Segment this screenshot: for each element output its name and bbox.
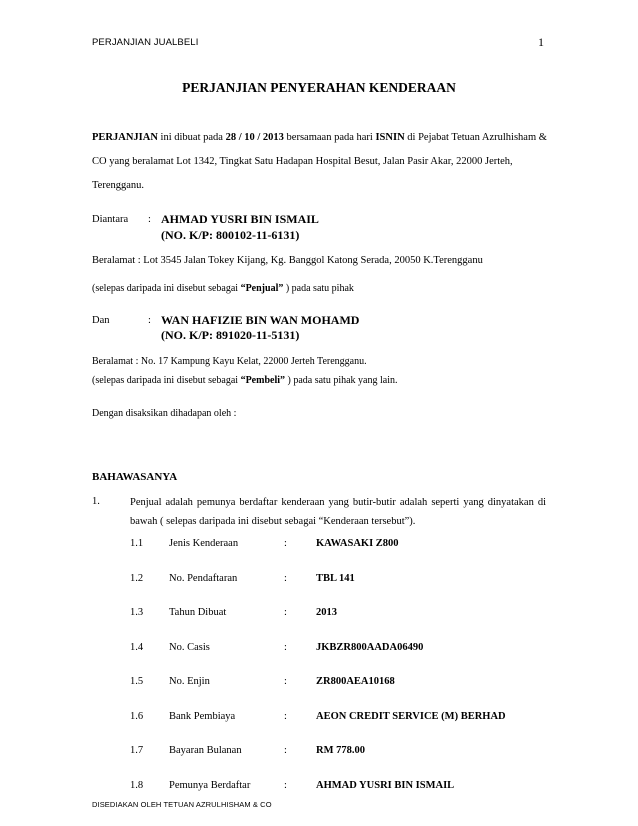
detail-number: 1.5 (130, 676, 144, 687)
detail-colon: : (284, 676, 287, 687)
clause-1-number: 1. (92, 496, 100, 507)
intro-text-2: bersamaan pada hari (283, 132, 376, 143)
buyer-name: WAN HAFIZIE BIN WAN MOHAMD (161, 313, 360, 327)
detail-colon: : (284, 641, 287, 653)
detail-colon: : (284, 607, 287, 618)
detail-number: 1.1 (130, 538, 144, 549)
buyer-reference-role: “Pembeli” (240, 375, 285, 386)
buyer-reference (92, 375, 397, 386)
seller-colon: : (148, 214, 151, 225)
seller-reference-post: ) pada satu pihak (283, 283, 354, 294)
intro-text-1: ini dibuat pada (157, 132, 226, 143)
buyer-colon: : (148, 315, 151, 326)
seller-name: AHMAD YUSRI BIN ISMAIL (161, 212, 319, 226)
seller-reference (92, 283, 354, 294)
detail-number: 1.8 (130, 779, 144, 791)
intro-bold-perjanjian: PERJANJIAN (92, 132, 158, 143)
detail-label: No. Casis (169, 641, 210, 653)
detail-label: No. Enjin (169, 676, 210, 687)
header-title: PERJANJIAN JUALBELI (92, 37, 199, 48)
seller-address: Beralamat : Lot 3545 Jalan Tokey Kijang, Kg. Banggol Katong Serada, 20050 K.Terengganu (92, 255, 483, 266)
intro-date: 28 / 10 / 2013 (225, 132, 284, 143)
detail-label: No. Pendaftaran (169, 572, 238, 584)
intro-paragraph (92, 126, 552, 198)
intro-day: ISNIN (375, 132, 405, 143)
footer-text: DISEDIAKAN OLEH TETUAN AZRULHISHAM & CO (92, 800, 272, 809)
detail-number: 1.2 (130, 572, 144, 584)
buyer-reference-post: ) pada satu pihak yang lain. (285, 375, 398, 386)
detail-value: RM 778.00 (316, 745, 365, 756)
detail-value: ZR800AEA10168 (316, 676, 395, 687)
intro-text-3: di Pejabat Tetuan Azrulhisham & CO yang beralamat Lot 1342, Tingkat Satu Hadapan Hospital Besut, Jalan Pasir Akar, 22000 Jerteh, Terengganu. (92, 132, 547, 191)
buyer-label: Dan (92, 315, 110, 326)
witness-line: Dengan disaksikan dihadapan oleh : (92, 408, 237, 419)
detail-value: AHMAD YUSRI BIN ISMAIL (316, 779, 455, 791)
whereas-heading: BAHAWASANYA (92, 471, 178, 483)
detail-label: Tahun Dibuat (169, 607, 227, 618)
buyer-reference-pre: (selepas daripada ini disebut sebagai (92, 375, 241, 386)
seller-label: Diantara (92, 214, 129, 225)
document-title: PERJANJIAN PENYERAHAN KENDERAAN (182, 80, 456, 95)
detail-label: Bayaran Bulanan (169, 745, 242, 756)
detail-value: AEON CREDIT SERVICE (M) BERHAD (316, 710, 506, 722)
detail-value: JKBZR800AADA06490 (316, 641, 424, 653)
seller-reference-role: “Penjual” (240, 283, 284, 294)
buyer-address: Beralamat : No. 17 Kampung Kayu Kelat, 22000 Jerteh Terengganu. (92, 356, 367, 367)
detail-colon: : (284, 538, 287, 549)
detail-label: Bank Pembiaya (169, 710, 236, 722)
detail-colon: : (284, 779, 287, 791)
detail-value: 2013 (316, 607, 337, 618)
seller-reference-pre: (selepas daripada ini disebut sebagai (92, 283, 241, 294)
detail-number: 1.7 (130, 745, 144, 756)
detail-label: Jenis Kenderaan (169, 538, 239, 549)
detail-value: KAWASAKI Z800 (316, 538, 399, 549)
detail-colon: : (284, 572, 287, 584)
detail-colon: : (284, 710, 287, 722)
seller-ic: (NO. K/P: 800102-11-6131) (161, 228, 300, 242)
detail-number: 1.6 (130, 710, 144, 722)
detail-number: 1.4 (130, 641, 144, 653)
page-number: 1 (538, 35, 544, 49)
detail-colon: : (284, 745, 287, 756)
detail-value: TBL 141 (316, 572, 355, 584)
buyer-ic: (NO. K/P: 891020-11-5131) (161, 328, 300, 342)
clause-1-text: Penjual adalah pemunya berdaftar kenderaan yang butir-butir adalah seperti yang dinyatakan di bawah ( selepas daripada ini disebut sebagai “Kenderaan tersebut”). (130, 497, 546, 527)
detail-label: Pemunya Berdaftar (169, 779, 251, 791)
detail-number: 1.3 (130, 607, 144, 618)
